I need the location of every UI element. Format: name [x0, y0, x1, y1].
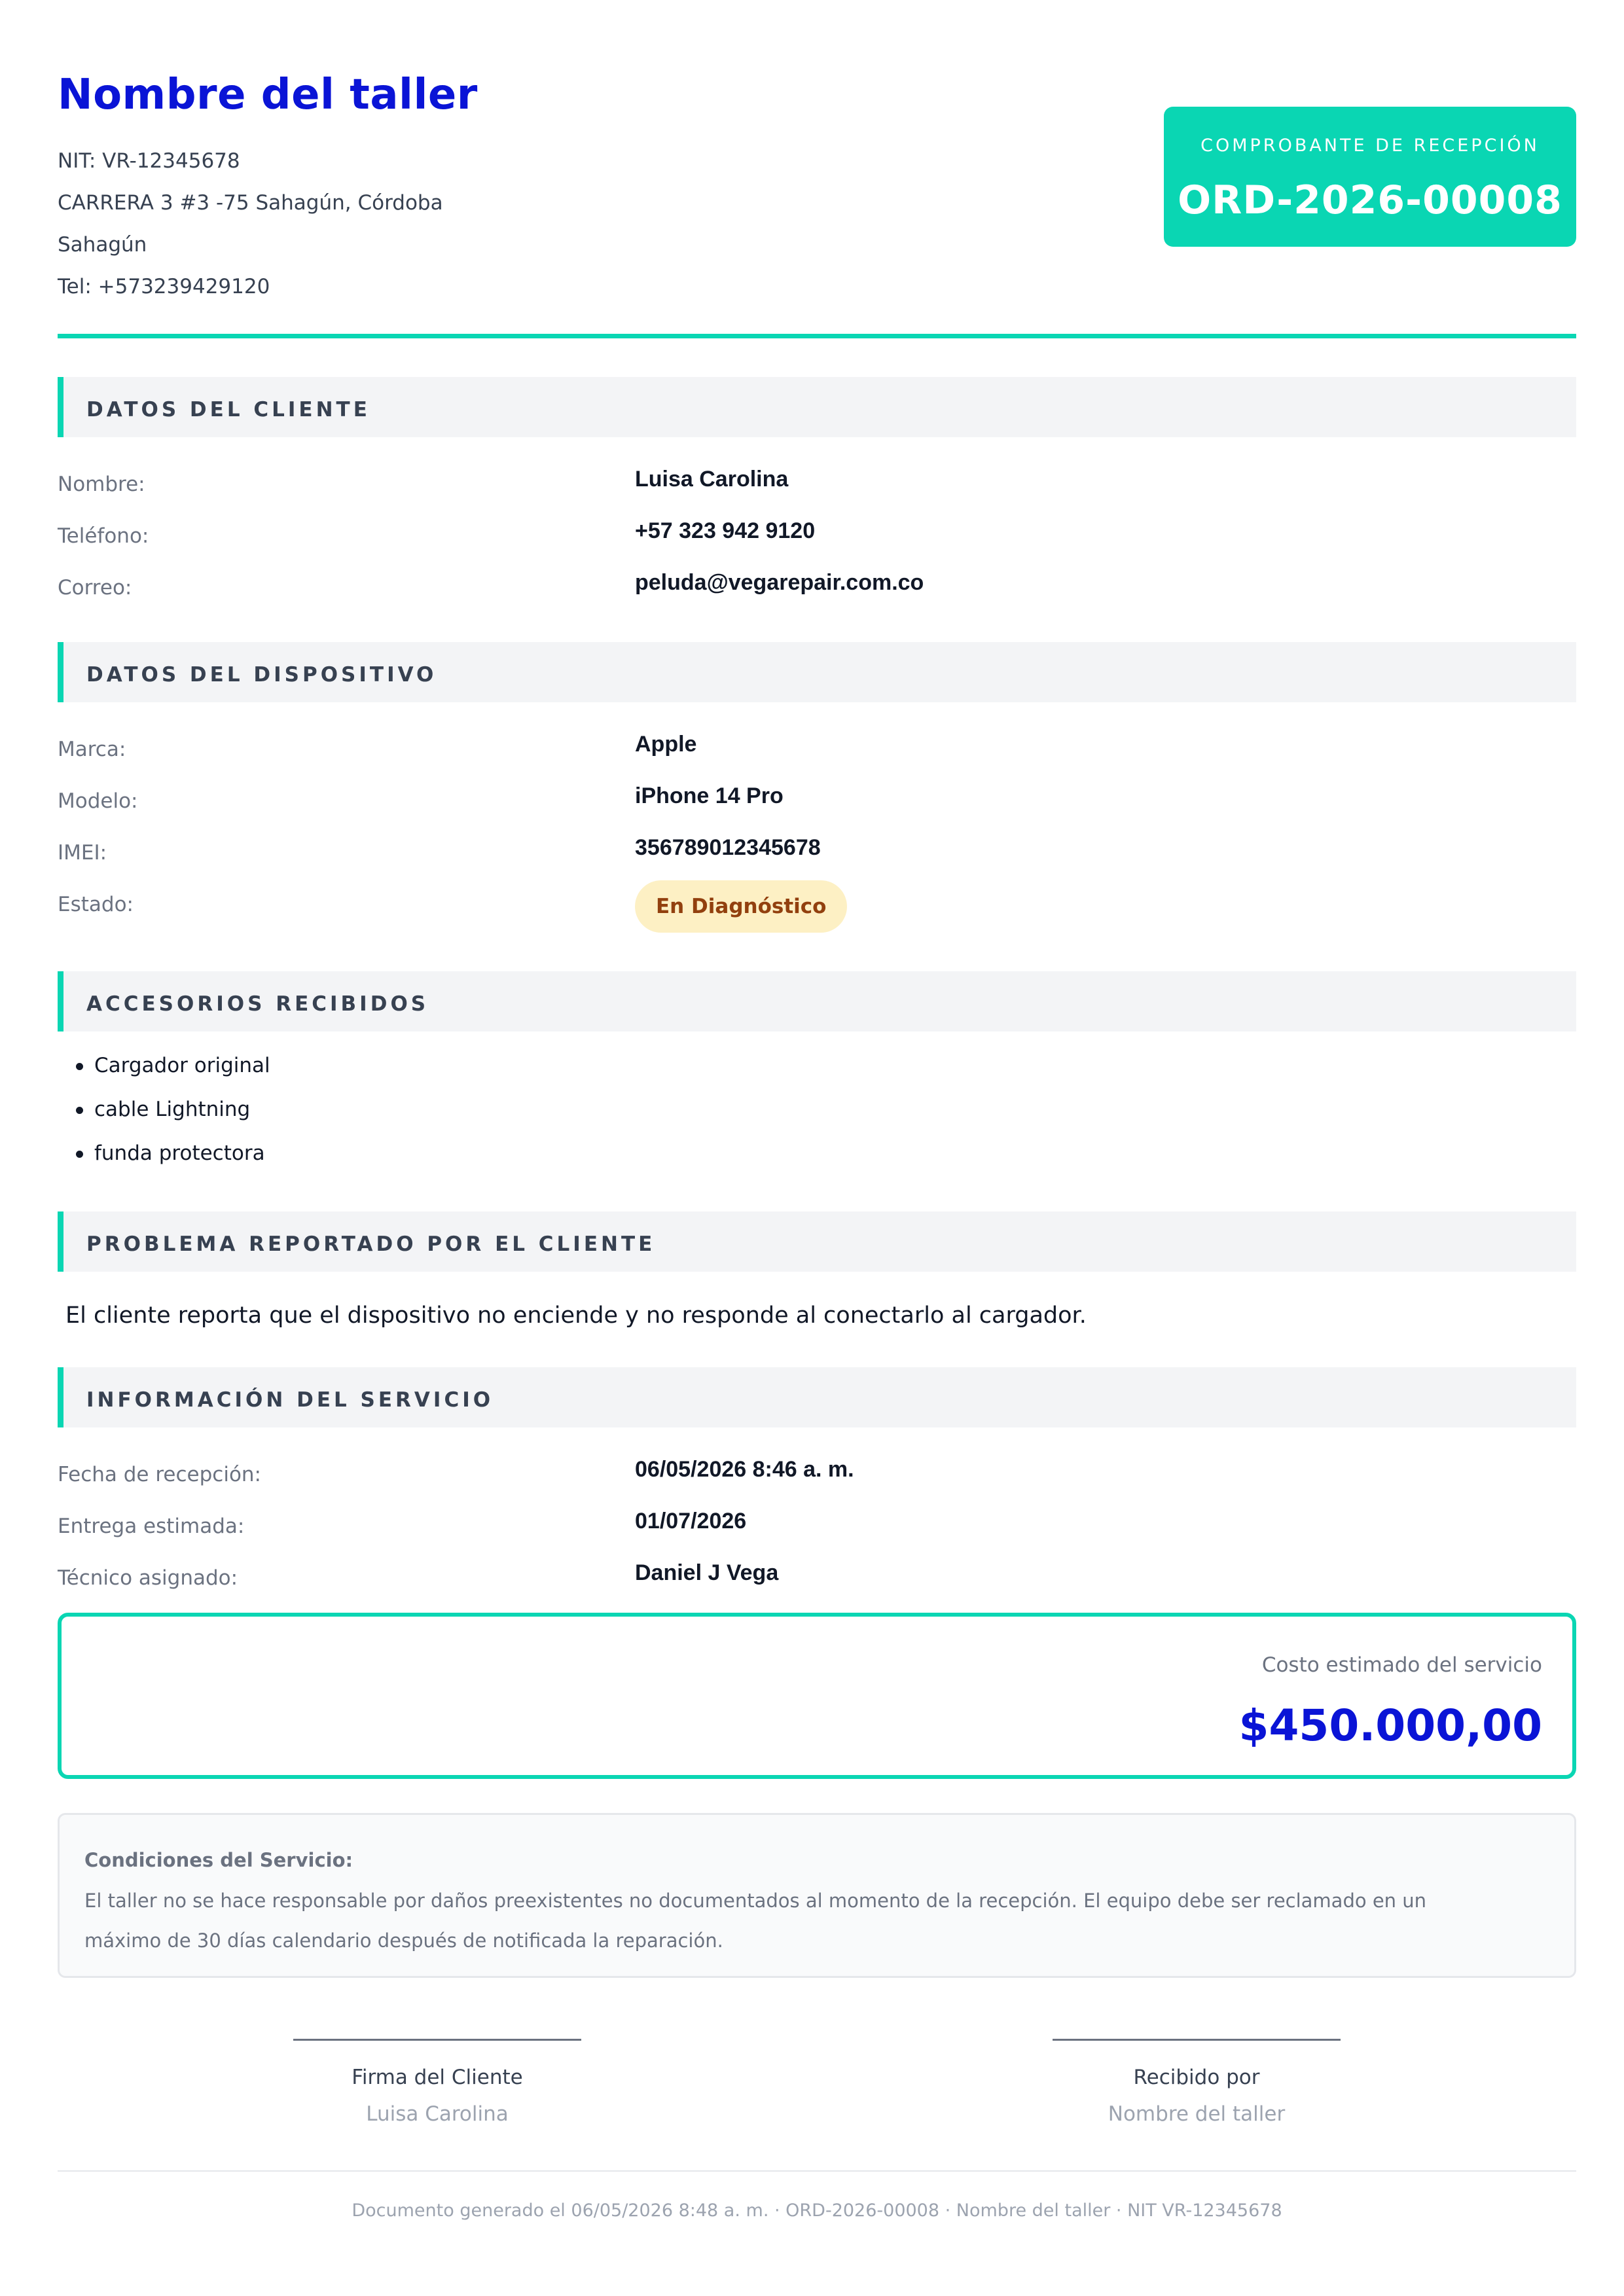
device-imei-label: IMEI: — [58, 841, 107, 865]
section-title: PROBLEMA REPORTADO POR EL CLIENTE — [86, 1232, 656, 1256]
section-title: INFORMACIÓN DEL SERVICIO — [86, 1388, 494, 1412]
device-imei-value: 356789012345678 — [635, 835, 821, 860]
received-date-label: Fecha de recepción: — [58, 1463, 261, 1486]
shop-name: Nombre del taller — [58, 71, 478, 119]
section-accessories — [58, 971, 1576, 1031]
bullet-icon — [76, 1107, 83, 1114]
accessory-label: cable Lightning — [94, 1098, 251, 1121]
technician-label: Técnico asignado: — [58, 1566, 238, 1590]
shop-nit: NIT: VR-12345678 — [58, 149, 240, 173]
accessory-label: Cargador original — [94, 1054, 270, 1077]
problem-description: El cliente reporta que el dispositivo no enciende y no responde al conectarlo al cargador. — [65, 1302, 1087, 1329]
accessory-label: funda protectora — [94, 1141, 265, 1165]
shop-address: CARRERA 3 #3 -75 Sahagún, Córdoba — [58, 191, 443, 215]
list-item — [76, 1054, 270, 1098]
client-name-label: Nombre: — [58, 473, 145, 496]
cost-box — [58, 1613, 1576, 1779]
signature-line — [293, 2039, 581, 2041]
cost-label: Costo estimado del servicio — [1261, 1653, 1542, 1677]
delivery-date-value: 01/07/2026 — [635, 1509, 747, 1534]
receipt-label: COMPROBANTE DE RECEPCIÓN — [1200, 135, 1540, 156]
shop-phone: Tel: +573239429120 — [58, 275, 270, 298]
conditions-text-line-1: El taller no se hace responsable por daños preexistentes no documentados al momento de la recepción. El equipo debe ser reclamado en un — [84, 1890, 1427, 1912]
receipt-number: ORD-2026-00008 — [1178, 177, 1562, 223]
section-service — [58, 1367, 1576, 1427]
client-phone-label: Teléfono: — [58, 524, 149, 548]
device-model-value: iPhone 14 Pro — [635, 783, 784, 808]
cost-value: $450.000,00 — [1238, 1700, 1542, 1751]
client-phone-value: +57 323 942 9120 — [635, 518, 816, 543]
shop-city: Sahagún — [58, 233, 147, 257]
client-email-label: Correo: — [58, 576, 132, 600]
client-email-value: peluda@vegarepair.com.co — [635, 570, 924, 595]
conditions-text-line-2: máximo de 30 días calendario después de notificada la reparación. — [84, 1929, 723, 1952]
signature-name: Nombre del taller — [1108, 2102, 1286, 2126]
section-device — [58, 642, 1576, 702]
received-date-value: 06/05/2026 8:46 a. m. — [635, 1457, 854, 1482]
delivery-date-label: Entrega estimada: — [58, 1515, 245, 1538]
list-item — [76, 1098, 270, 1141]
device-model-label: Modelo: — [58, 789, 138, 813]
section-title: ACCESORIOS RECIBIDOS — [86, 992, 429, 1016]
status-badge: En Diagnóstico — [635, 880, 847, 933]
conditions-title: Condiciones del Servicio: — [84, 1849, 353, 1871]
device-brand-value: Apple — [635, 732, 697, 757]
technician-value: Daniel J Vega — [635, 1560, 779, 1585]
receipt-number-badge — [1164, 107, 1576, 247]
bullet-icon — [76, 1151, 83, 1158]
signature-name: Luisa Carolina — [366, 2102, 509, 2126]
service-conditions — [58, 1813, 1576, 1978]
footer-text: Documento generado el 06/05/2026 8:48 a. m. · ORD-2026-00008 · Nombre del taller · NIT VR-12345678 — [352, 2200, 1282, 2221]
section-title: DATOS DEL CLIENTE — [86, 398, 370, 422]
section-client — [58, 377, 1576, 437]
receiver-signature — [1053, 2039, 1341, 2126]
signature-title: Firma del Cliente — [352, 2066, 523, 2089]
signature-line — [1053, 2039, 1341, 2041]
device-brand-label: Marca: — [58, 738, 126, 761]
bullet-icon — [76, 1063, 83, 1070]
accessories-list — [76, 1054, 270, 1185]
header-divider — [58, 334, 1576, 338]
section-title: DATOS DEL DISPOSITIVO — [86, 663, 437, 687]
device-status-label: Estado: — [58, 893, 134, 916]
section-problem — [58, 1211, 1576, 1272]
client-name-value: Luisa Carolina — [635, 467, 789, 492]
signature-title: Recibido por — [1133, 2066, 1260, 2089]
list-item — [76, 1141, 270, 1185]
footer-divider — [58, 2170, 1576, 2172]
client-signature — [293, 2039, 581, 2126]
reception-receipt — [58, 0, 1576, 2296]
